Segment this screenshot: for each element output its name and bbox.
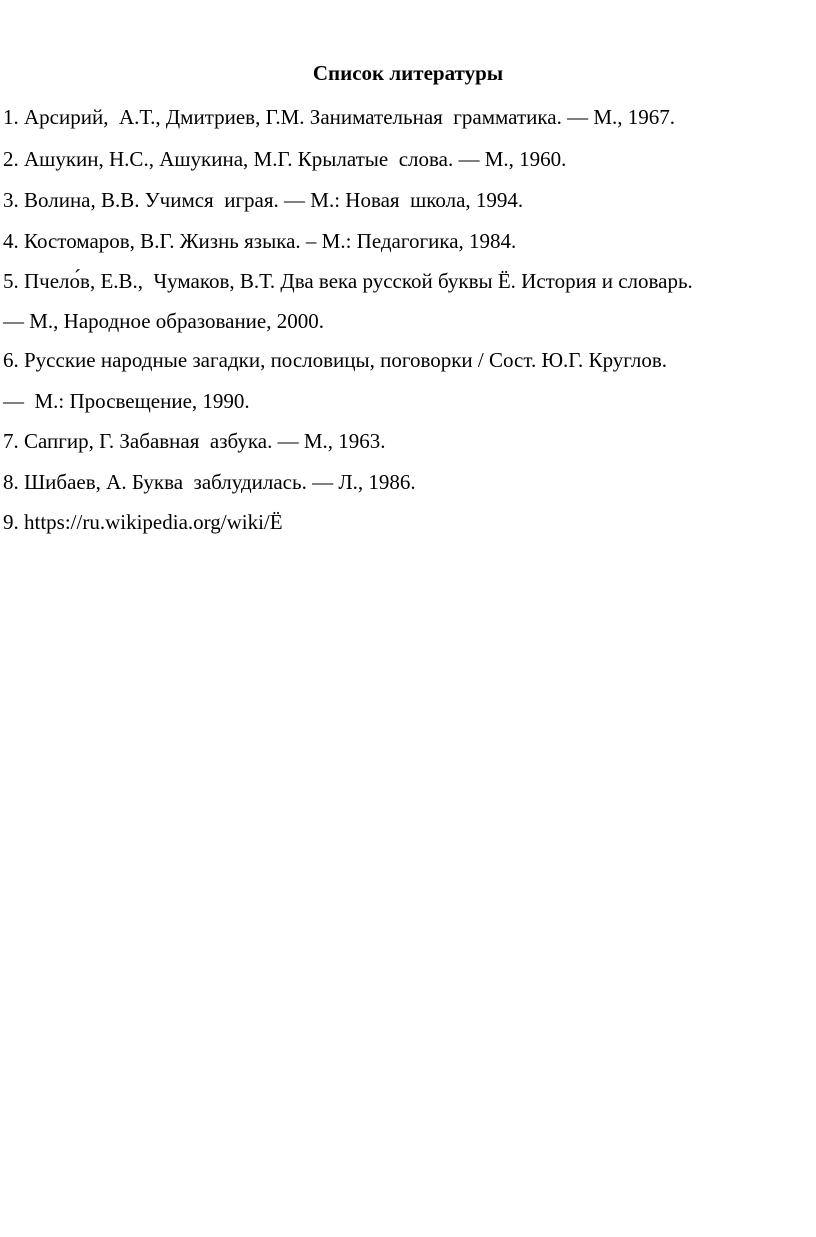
page-title: Список литературы	[312, 61, 504, 85]
reference-item-2: 2. Ашукин, Н.С., Ашукина, М.Г. Крылатые слова. — М., 1960.	[3, 147, 567, 171]
reference-item-9-link[interactable]: 9. https://ru.wikipedia.org/wiki/Ё	[3, 510, 283, 534]
reference-item-4: 4. Костомаров, В.Г. Жизнь языка. – М.: Педагогика, 1984.	[3, 229, 517, 253]
reference-item-8: 8. Шибаев, А. Буква заблудилась. — Л., 1986.	[3, 470, 416, 494]
reference-item-3: 3. Волина, В.В. Учимся играя. — М.: Новая школа, 1994.	[3, 188, 524, 212]
reference-item-5-continuation: — М., Народное образование, 2000.	[3, 309, 324, 333]
reference-item-6-continuation: — М.: Просвещение, 1990.	[3, 389, 250, 413]
reference-item-1: 1. Арсирий, А.Т., Дмитриев, Г.М. Занимательная грамматика. — М., 1967.	[3, 105, 675, 129]
reference-item-5: 5. Пчело́в, Е.В., Чумаков, В.Т. Два века русской буквы Ё. История и словарь.	[3, 269, 693, 293]
reference-item-6: 6. Русские народные загадки, пословицы, поговорки / Сост. Ю.Г. Круглов.	[3, 348, 667, 372]
reference-item-7: 7. Сапгир, Г. Забавная азбука. — М., 1963.	[3, 429, 386, 453]
